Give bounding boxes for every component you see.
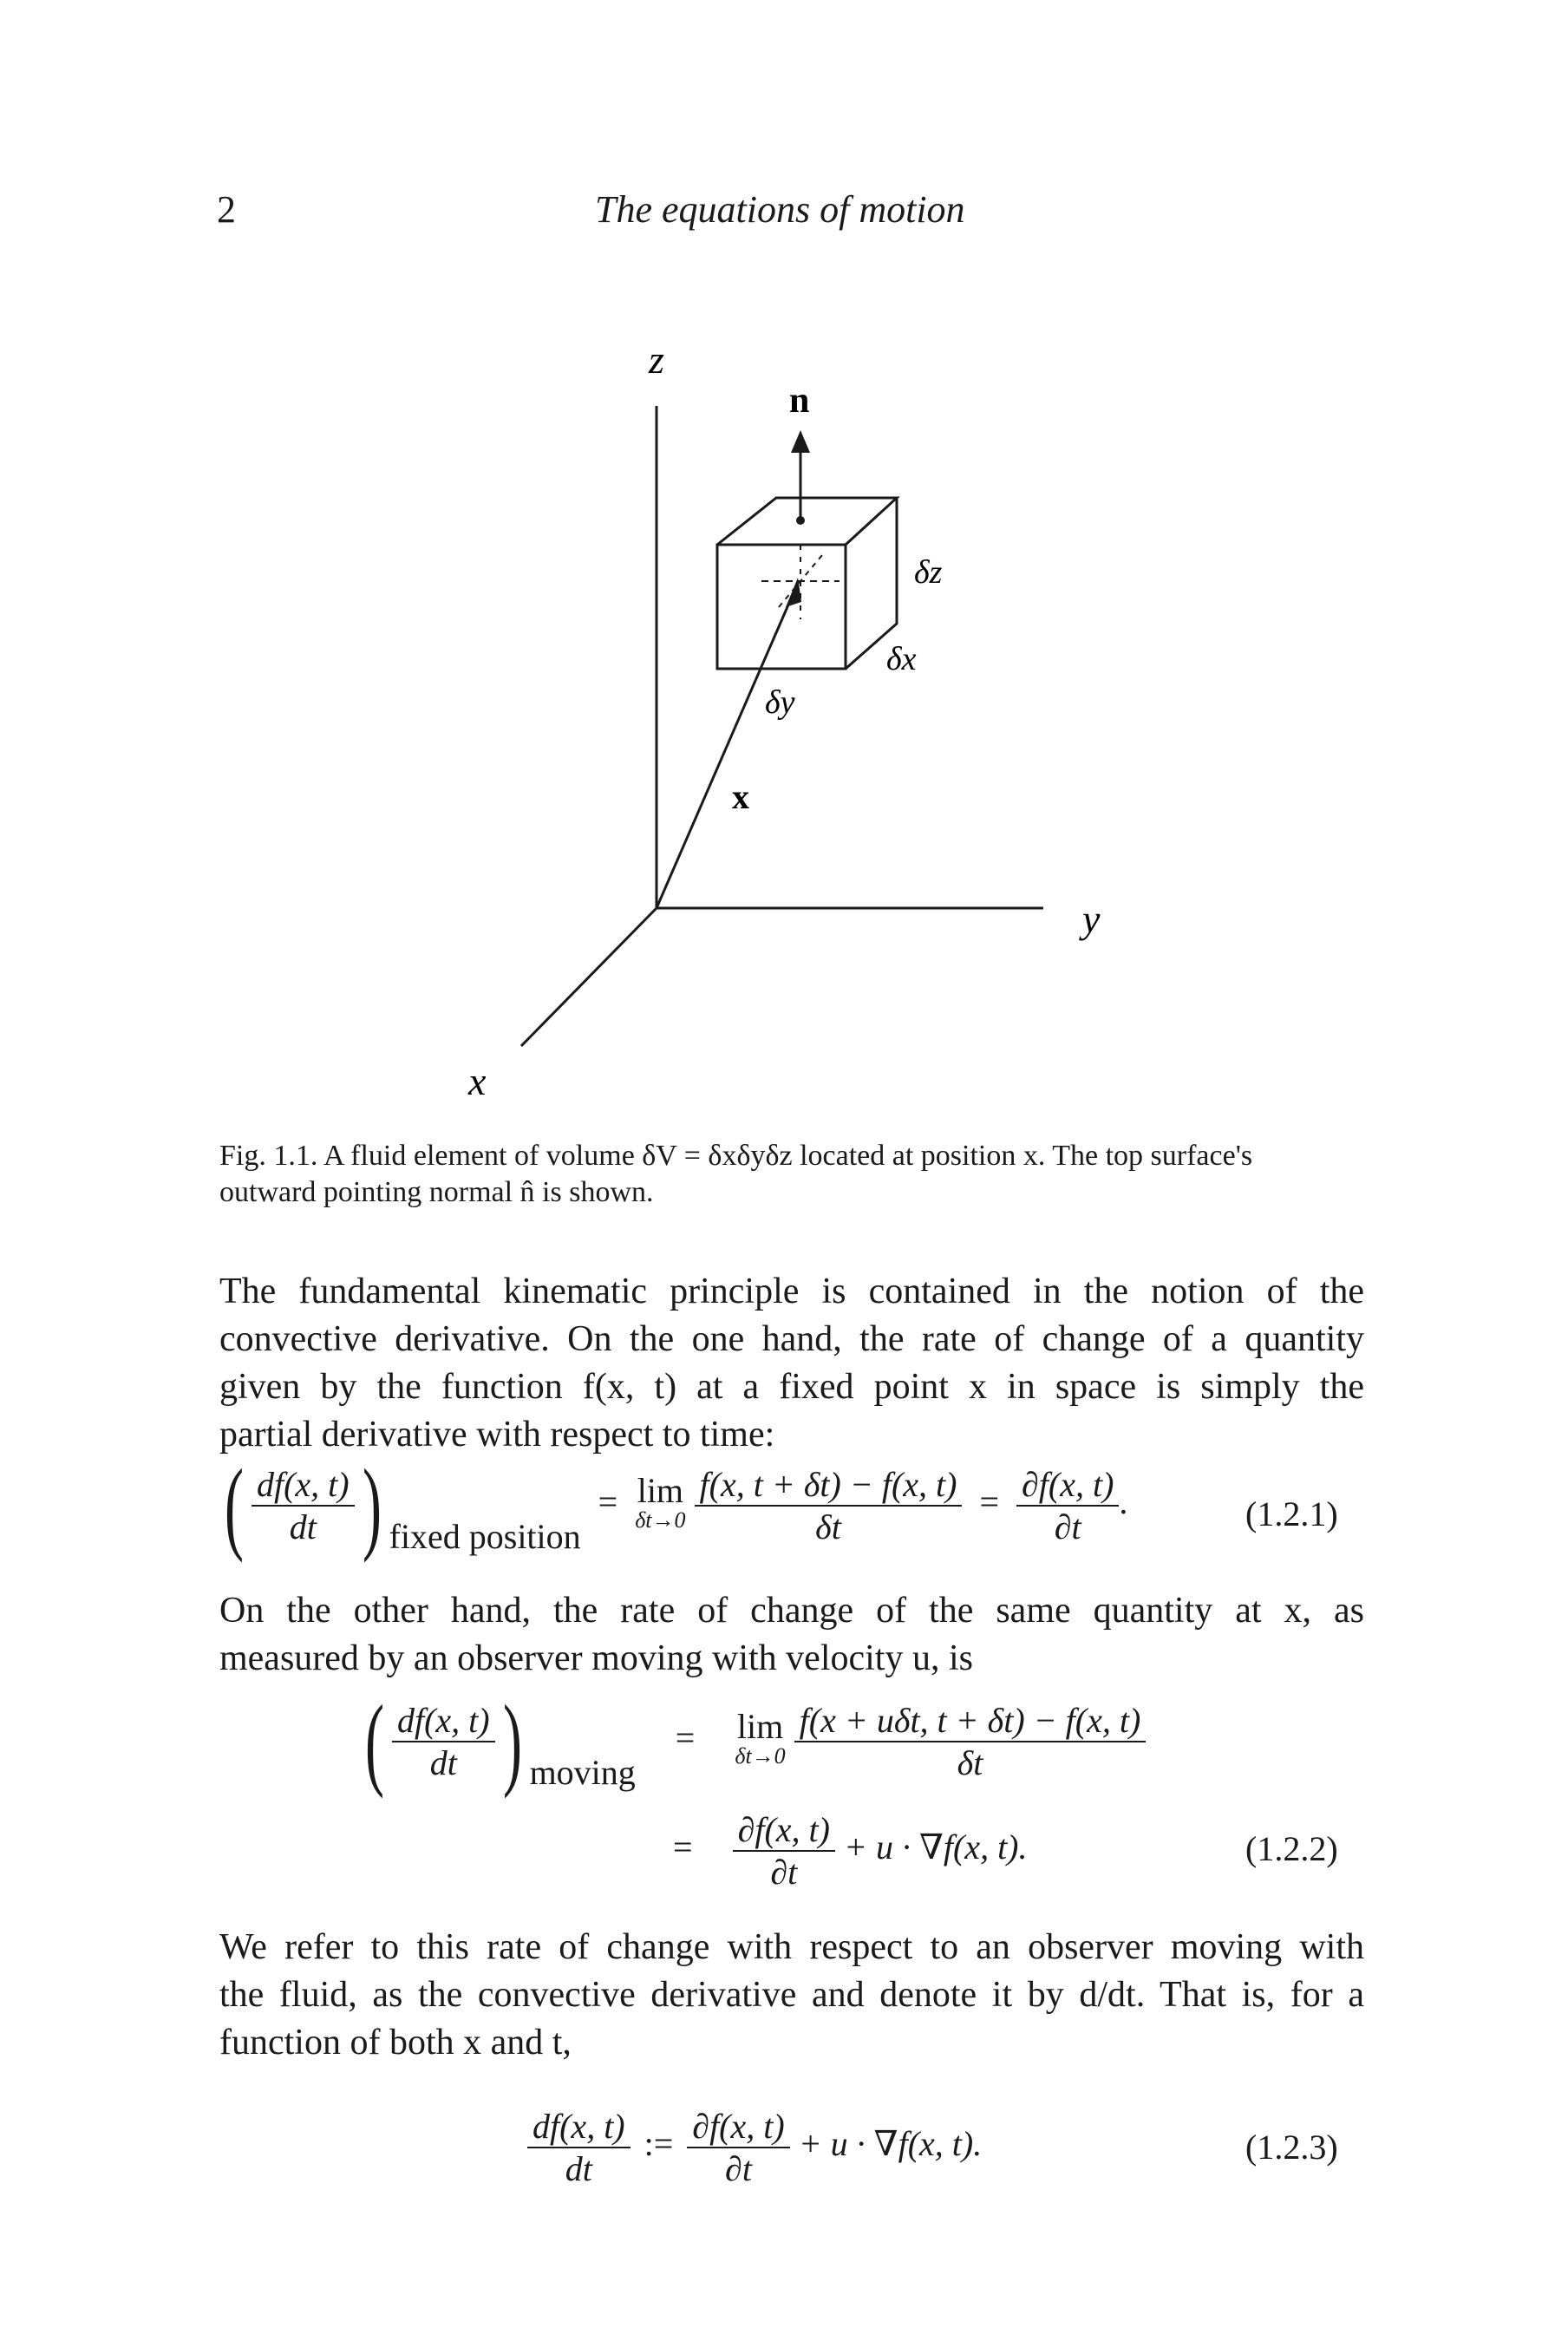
- eq2-lim-word: lim: [736, 1707, 784, 1746]
- cube-top-face: [717, 498, 897, 545]
- figure-caption: Fig. 1.1. A fluid element of volume δV = δxδyδz located at position x. The top surface's outward pointing normal n̂ is shown.: [219, 1140, 1253, 1208]
- paragraph-line: We refer to this rate of change with respect to an observer moving with: [219, 1927, 1364, 1967]
- eq3-assign: :=: [644, 2124, 674, 2164]
- eq1-lhs-subscript: fixed position: [389, 1517, 581, 1557]
- paragraph-3: [219, 1924, 1364, 2067]
- fluid-element-figure: [0, 0, 1568, 1128]
- eq2-mid-fraction: [794, 1700, 1147, 1783]
- z-axis-label: z: [649, 337, 664, 382]
- x-axis-label: x: [468, 1059, 487, 1103]
- normal-label: n: [789, 381, 810, 421]
- cube-front-face: [717, 545, 846, 669]
- delta-z-label: δz: [914, 554, 943, 591]
- eq3-lhs-fraction: [527, 2106, 630, 2189]
- left-paren: (: [364, 1683, 384, 1799]
- eq2-rhs-tail: + u · ∇f(x, t).: [843, 1827, 1028, 1867]
- equation-number-1-2-1: (1.2.1): [1245, 1494, 1338, 1533]
- eq1-lhs-fraction: [252, 1464, 355, 1547]
- paragraph-line: The fundamental kinematic principle is contained in the notion of the: [219, 1272, 1364, 1311]
- eq2-lhs-subscript: moving: [529, 1753, 636, 1793]
- eq3-rhs-tail: + u · ∇f(x, t).: [798, 2124, 983, 2164]
- eq1-equals-2: =: [979, 1482, 1000, 1522]
- eq1-equals: =: [598, 1482, 618, 1522]
- eq2-lhs-num: df(x, t): [392, 1700, 495, 1742]
- paragraph-line: measured by an observer moving with velocity u, is: [219, 1638, 973, 1678]
- right-paren: ): [502, 1683, 522, 1799]
- eq2-limit: [735, 1707, 786, 1771]
- equation-1-2-2-line-1: [357, 1683, 1146, 1799]
- eq3-rhs-fraction: [687, 2106, 789, 2189]
- eq1-rhs-den: ∂t: [1054, 1507, 1081, 1546]
- x-axis-line: [521, 908, 657, 1046]
- eq2-equals-2: =: [673, 1827, 693, 1867]
- eq1-lhs-den: dt: [289, 1507, 317, 1546]
- paragraph-2: [219, 1587, 1364, 1683]
- running-title: The equations of motion: [595, 188, 965, 231]
- eq2-rhs-num: ∂f(x, t): [733, 1809, 835, 1852]
- eq3-lhs-den: dt: [565, 2149, 592, 2188]
- equation-1-2-1: [217, 1448, 1128, 1563]
- paragraph-1: [219, 1268, 1364, 1459]
- normal-vector-base: [796, 516, 805, 525]
- equation-1-2-3: [527, 2106, 982, 2189]
- eq3-rhs-den: ∂t: [725, 2149, 752, 2188]
- page-number: 2: [217, 188, 236, 231]
- left-paren: (: [224, 1448, 244, 1563]
- eq1-rhs-fraction: [1016, 1464, 1119, 1547]
- eq2-lim-sub: δt→0: [735, 1743, 786, 1768]
- position-label: x: [732, 777, 749, 816]
- eq1-mid-fraction: [695, 1464, 963, 1547]
- paragraph-line: function of both x and t,: [219, 2023, 572, 2063]
- eq1-rhs-num: ∂f(x, t): [1016, 1464, 1119, 1507]
- position-vector: [657, 583, 798, 908]
- paragraph-line: partial derivative with respect to time:: [219, 1415, 775, 1455]
- equation-number-1-2-3: (1.2.3): [1245, 2128, 1338, 2167]
- eq1-lhs-num: df(x, t): [252, 1464, 355, 1507]
- eq2-mid-den: δt: [957, 1743, 983, 1782]
- eq2-lhs-fraction: [392, 1700, 495, 1783]
- delta-x-label: δx: [886, 641, 917, 677]
- delta-y-label: δy: [765, 684, 795, 721]
- eq2-rhs-fraction: [733, 1809, 835, 1893]
- paragraph-line: convective derivative. On the one hand, the rate of change of a quantity: [219, 1319, 1364, 1359]
- equation-number-1-2-2: (1.2.2): [1245, 1829, 1338, 1868]
- eq2-equals: =: [675, 1718, 696, 1758]
- paragraph-line: the fluid, as the convective derivative and denote it by d/dt. That is, for a: [219, 1975, 1364, 2015]
- eq3-lhs-num: df(x, t): [527, 2106, 630, 2148]
- equation-1-2-2-line-2: [673, 1809, 1028, 1893]
- eq2-mid-num: f(x + uδt, t + δt) − f(x, t): [794, 1700, 1147, 1742]
- eq2-lhs-den: dt: [429, 1743, 457, 1782]
- y-axis-label: y: [1082, 897, 1101, 941]
- right-paren: ): [362, 1448, 382, 1563]
- eq1-lim-sub: δt→0: [635, 1507, 686, 1533]
- eq2-rhs-den: ∂t: [770, 1853, 798, 1892]
- eq3-rhs-num: ∂f(x, t): [687, 2106, 789, 2148]
- eq1-mid-num: f(x, t + δt) − f(x, t): [695, 1464, 963, 1507]
- paragraph-line: On the other hand, the rate of change of the same quantity at x, as: [219, 1591, 1364, 1631]
- eq1-mid-den: δt: [815, 1507, 841, 1546]
- normal-vector-arrowhead: [791, 430, 810, 453]
- paragraph-line: given by the function f(x, t) at a fixed point x in space is simply the: [219, 1367, 1364, 1407]
- eq1-period: .: [1119, 1482, 1128, 1522]
- eq1-lim-word: lim: [637, 1471, 684, 1510]
- eq1-limit: [635, 1471, 686, 1535]
